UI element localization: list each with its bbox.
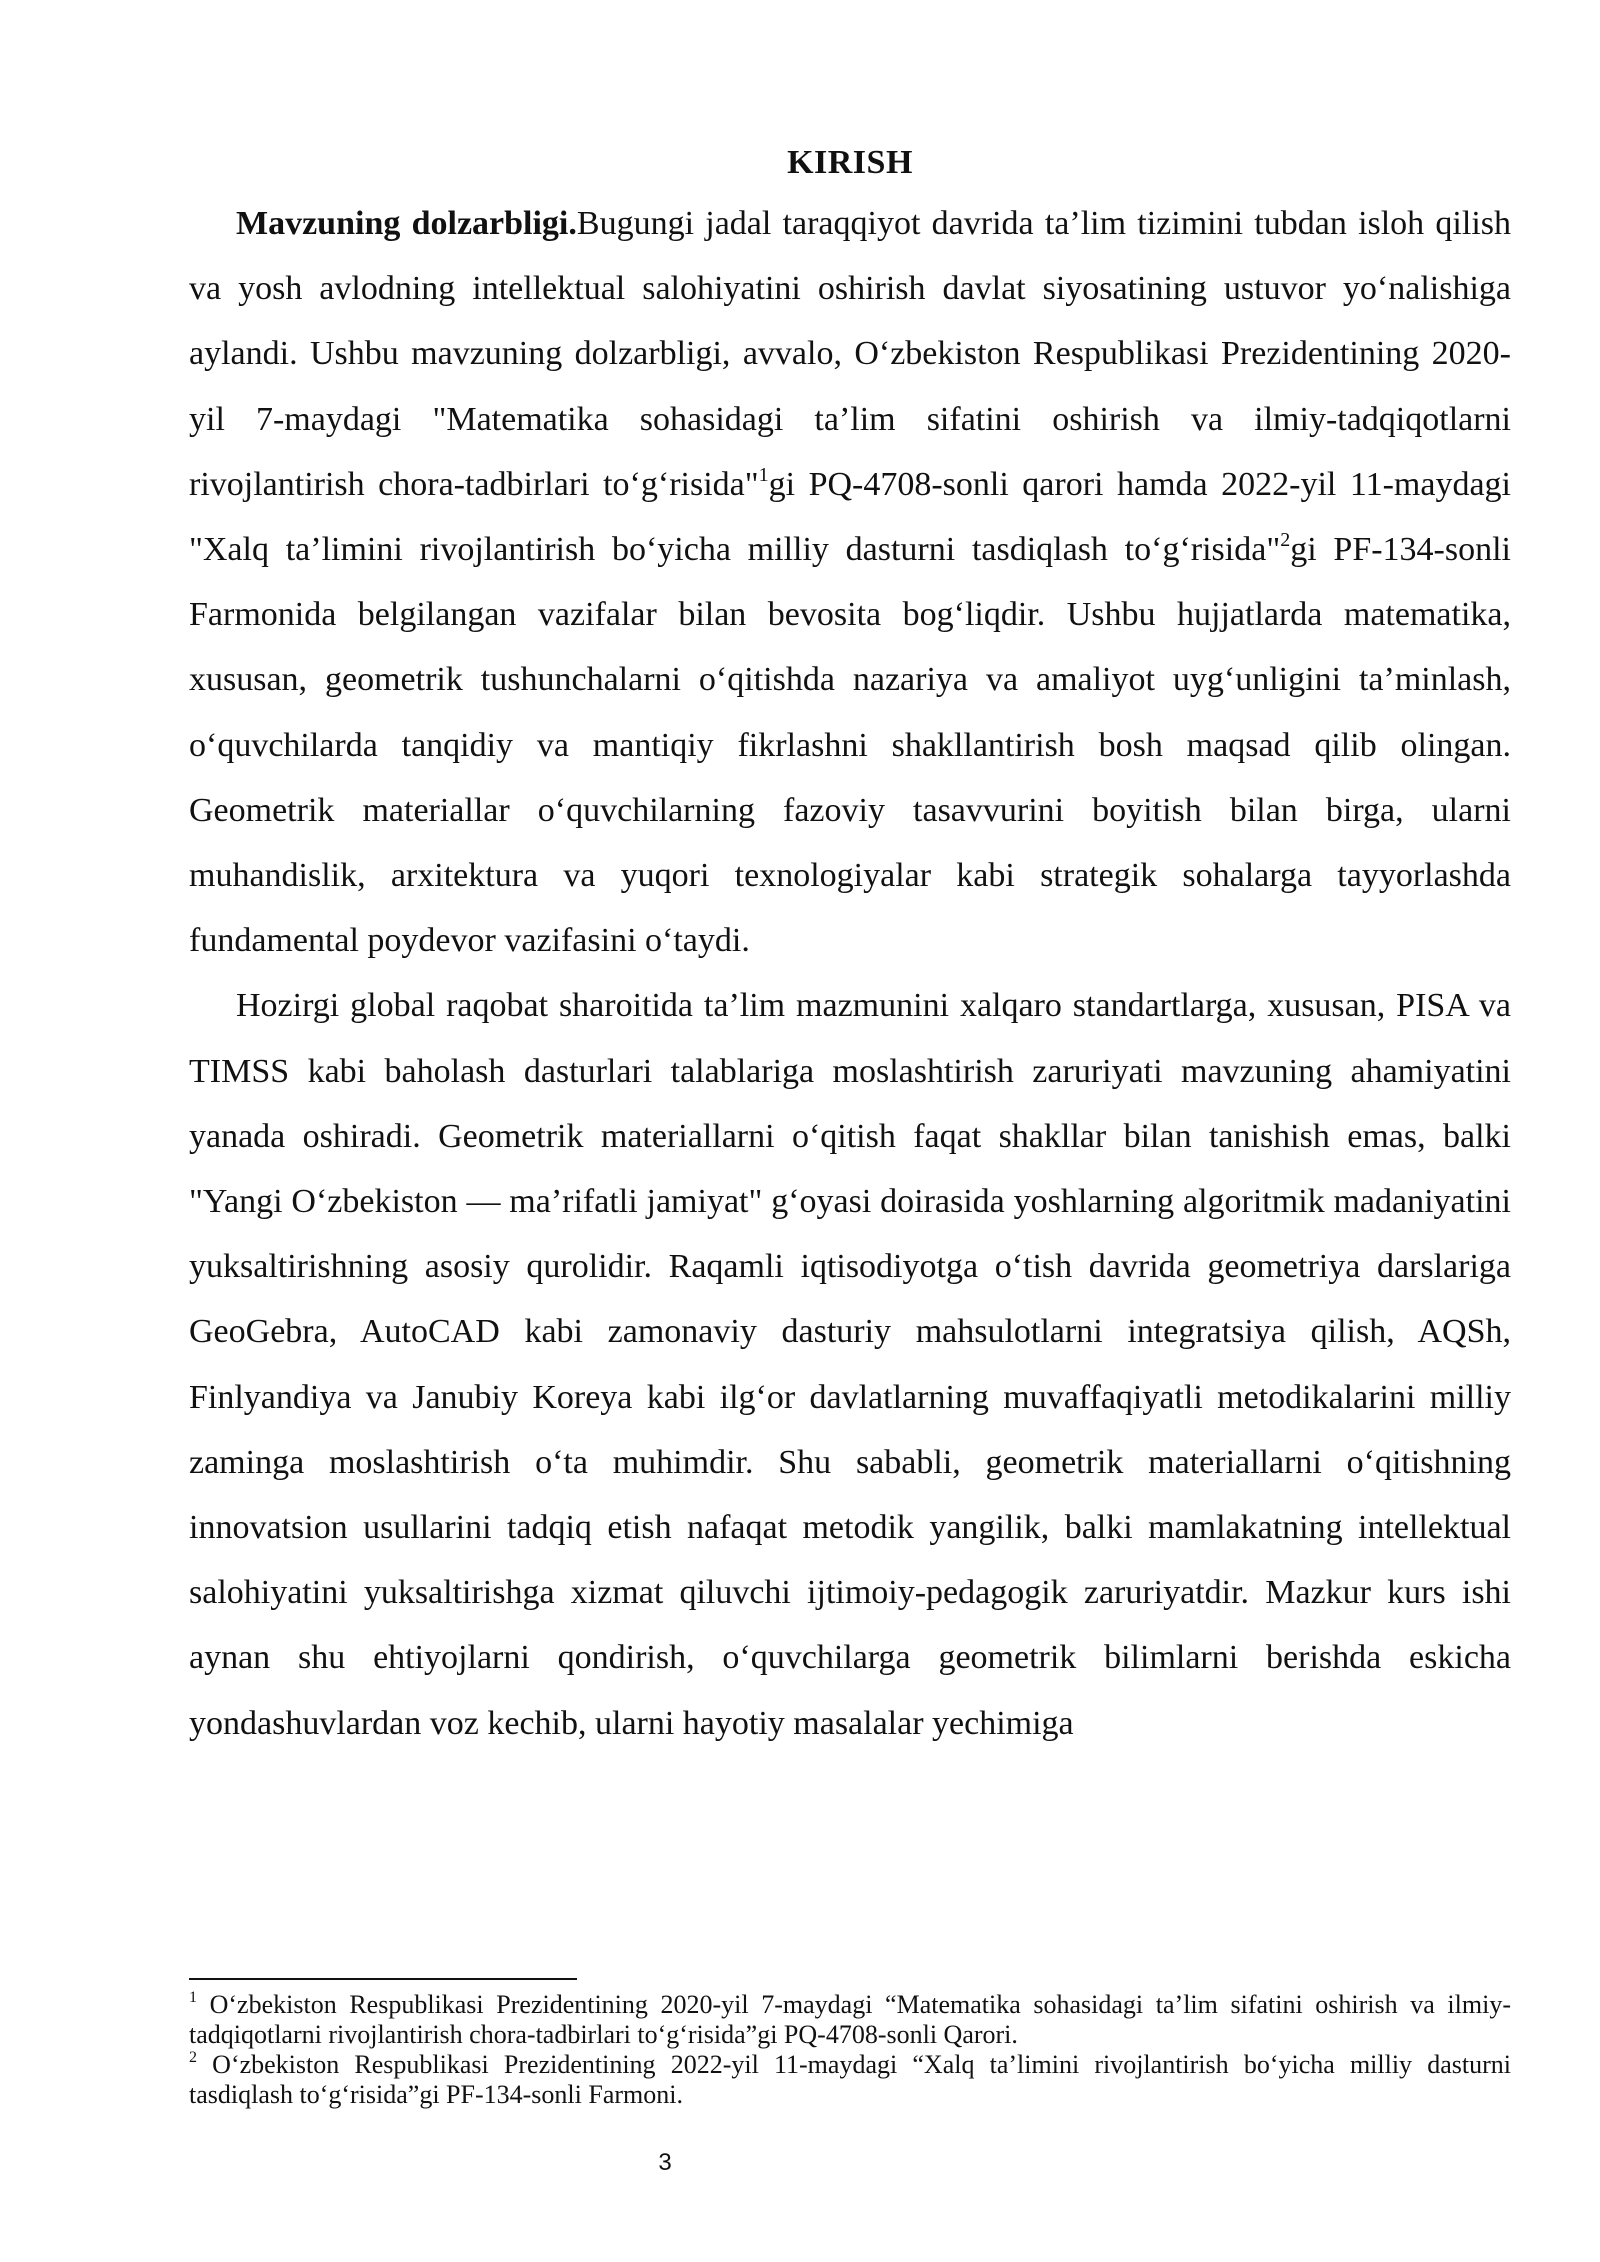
paragraph-text-b: gi PQ-4708-sonli qarori hamda 2022-yil 11-maydagi "Xalq ta’limini rivojlantirish bo‘yicha milliy dasturni tasdiqlash to‘g‘risida" xyxy=(189,465,1511,569)
main-text xyxy=(189,135,1511,1756)
footnote-1 xyxy=(189,1990,1511,2050)
footnote-ref-1[interactable]: 1 xyxy=(758,463,769,486)
page-title: KIRISH xyxy=(787,144,913,181)
paragraph-global-competition: Hozirgi global raqobat sharoitida ta’lim mazmunini xalqaro standartlarga, xususan, PISA va TIMSS kabi baholash dasturlari talablariga moslashtirish zaruriyati mavzuning ahamiyatini yanada oshiradi. Geometrik materiallarni o‘qitish faqat shakllar bilan tanishish emas, balki "Yangi O‘zbekiston — ma’rifatli jamiyat" g‘oyasi doirasida yoshlarning algoritmik madaniyatini yuksaltirishning asosiy qurolidir. Raqamli iqtisodiyotga o‘tish davrida geometriya darslariga GeoGebra, AutoCAD kabi zamonaviy dasturiy mahsulotlarni integratsiya qilish, AQSh, Finlyandiya va Janubiy Koreya kabi ilg‘or davlatlarning muvaffaqiyatli metodikalarini milliy zaminga moslashtirish o‘ta muhimdir. Shu sababli, geometrik materiallarni o‘qitishning innovatsion usullarini tadqiq etish nafaqat metodik yangilik, balki mamlakatning intellektual salohiyatini yuksaltirishga xizmat qiluvchi ijtimoiy-pedagogik zaruriyatdir. Mazkur kurs ishi aynan shu ehtiyojlarni qondirish, o‘quvchilarga geometrik bilimlarni berishda eskicha yondashuvlardan voz kechib, ularni hayotiy masalalar yechimiga xyxy=(189,987,1511,1742)
footnote-marker-2: 2 xyxy=(189,2049,197,2066)
paragraph-relevance xyxy=(189,191,1511,973)
footnote-separator xyxy=(189,1978,577,1980)
footnote-text-1: O‘zbekiston Respublikasi Prezidentining 2020-yil 7-maydagi “Matematika sohasidagi ta’lim sifatini oshirish va ilmiy-tadqiqotlarni rivojlantirish chora-tadbirlari to‘g‘risida”gi PQ-4708-sonli Qarori. xyxy=(189,1990,1511,2049)
footnote-text-2: O‘zbekiston Respublikasi Prezidentining 2022-yil 11-maydagi “Xalq ta’limini rivojlantirish bo‘yicha milliy dasturni tasdiqlash to‘g‘risida”gi PF-134-sonli Farmoni. xyxy=(189,2050,1511,2109)
footnote-marker-1: 1 xyxy=(189,1989,197,2006)
paragraph-text-a: Bugungi jadal taraqqiyot davrida ta’lim tizimini tubdan isloh qilish va yosh avlodning intellektual salohiyatini oshirish davlat siyosatining ustuvor yo‘nalishiga aylandi. Ushbu mavzuning dolzarbligi, avvalo, O‘zbekiston Respublikasi Prezidentining 2020-yil 7-maydagi "Matematika sohasidagi ta’lim sifatini oshirish va ilmiy-tadqiqotlarni rivojlantirish chora-tadbirlari to‘g‘risida" xyxy=(189,205,1511,503)
page-number: 3 xyxy=(658,2149,672,2176)
footnote-ref-2[interactable]: 2 xyxy=(1280,529,1291,552)
paragraph-lead: Mavzuning dolzarbligi. xyxy=(236,205,577,242)
paragraph-text-c: gi PF-134-sonli Farmonida belgilangan vazifalar bilan bevosita bog‘liqdir. Ushbu hujjatlarda matematika, xususan, geometrik tushunchalarni o‘qitishda nazariya va amaliyot uyg‘unligini ta’minlash, o‘quvchilarda tanqidiy va mantiqiy fikrlashni shakllantirish bosh maqsad qilib olingan. Geometrik materiallar o‘quvchilarning fazoviy tasavvurini boyitish bilan birga, ularni muhandislik, arxitektura va yuqori texnologiyalar kabi strategik sohalarga tayyorlashda fundamental poydevor vazifasini o‘taydi. xyxy=(189,531,1511,960)
footnotes xyxy=(189,1990,1511,2110)
footnote-2 xyxy=(189,2050,1511,2110)
